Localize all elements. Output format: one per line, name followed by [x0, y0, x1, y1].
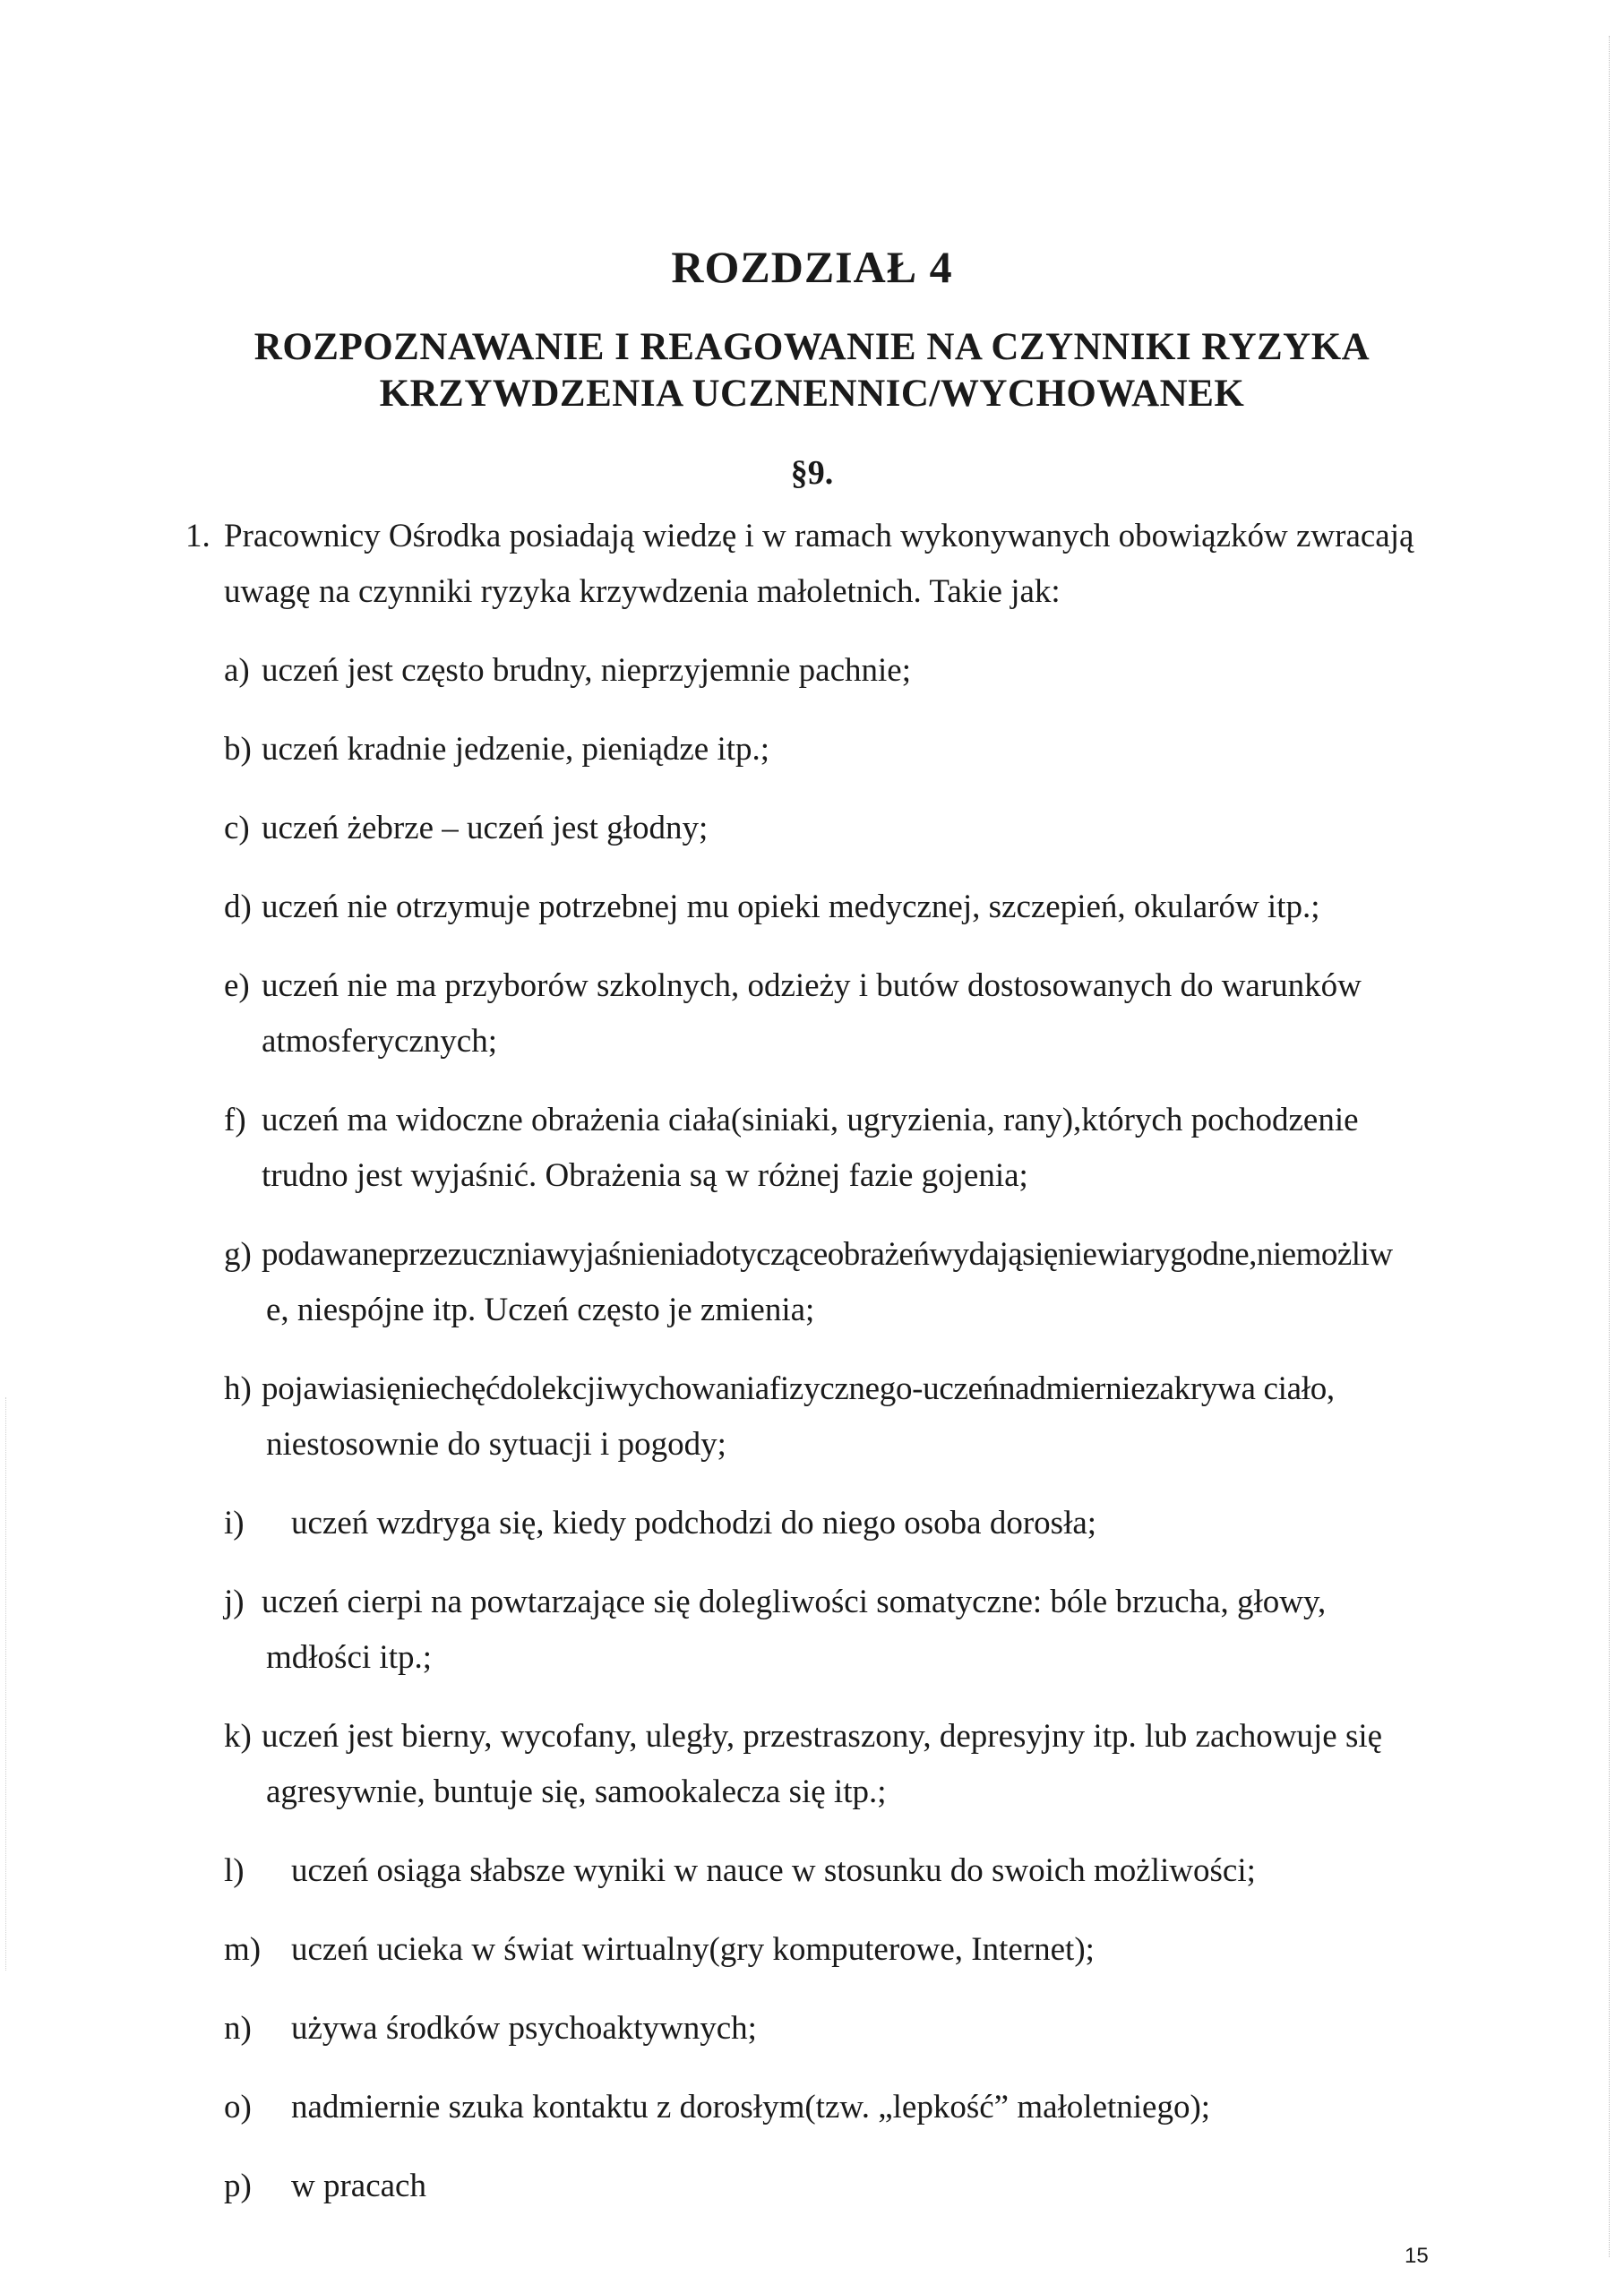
- list-item-text: uczeń osiąga słabsze wyniki w nauce w stosunku do swoich możliwości;: [291, 1852, 1256, 1889]
- intro-line-1: Pracownicy Ośrodka posiadają wiedzę i w ramach wykonywanych obowiązków zwracają: [224, 518, 1414, 554]
- list-item-marker: j): [224, 1584, 245, 1620]
- page-number: 15: [1405, 2244, 1429, 2268]
- list-item-text: uczeń kradnie jedzenie, pieniądze itp.;: [262, 731, 770, 768]
- scan-edge-left: [5, 1397, 7, 1971]
- list-item-marker: p): [224, 2168, 252, 2204]
- list-item-text: nadmiernie szuka kontaktu z dorosłym(tzw. „lepkość” małoletniego);: [291, 2089, 1211, 2126]
- list-item-text: uczeń cierpi na powtarzające się dolegliwości somatyczne: bóle brzucha, głowy,: [262, 1584, 1327, 1620]
- list-item-marker: h): [224, 1370, 252, 1407]
- list-item-text: uczeń jest często brudny, nieprzyjemnie pachnie;: [262, 652, 911, 689]
- intro-line-2: uwagę na czynniki ryzyka krzywdzenia małoletnich. Takie jak:: [224, 573, 1061, 610]
- list-item-marker: b): [224, 731, 252, 768]
- list-item-text: uczeń żebrze – uczeń jest głodny;: [262, 810, 709, 846]
- list-item-text: atmosferycznych;: [262, 1023, 497, 1060]
- list-item-marker: k): [224, 1718, 252, 1755]
- list-item-text: mdłości itp.;: [266, 1639, 432, 1676]
- list-item-text: trudno jest wyjaśnić. Obrażenia są w różnej fazie gojenia;: [262, 1157, 1028, 1194]
- list-item-text: używa środków psychoaktywnych;: [291, 2010, 757, 2047]
- list-item-marker: e): [224, 967, 250, 1004]
- chapter-title-line-1: ROZPOZNAWANIE I REAGOWANIE NA CZYNNIKI RYZYKA: [253, 326, 1371, 368]
- list-item-marker: l): [224, 1852, 245, 1889]
- list-item-marker: a): [224, 652, 250, 689]
- list-item-text: uczeń nie ma przyborów szkolnych, odzieży i butów dostosowanych do warunków: [262, 967, 1362, 1004]
- list-item-marker: d): [224, 889, 252, 925]
- list-item-marker: m): [224, 1931, 262, 1968]
- list-item-text: w pracach: [291, 2168, 426, 2204]
- list-item-text: e, niespójne itp. Uczeń często je zmienia;: [266, 1292, 815, 1328]
- list-item-text: podawaneprzezuczniawyjaśnieniadotycząceobrażeńwydająsięniewiarygodne,niemożliw: [262, 1236, 1393, 1273]
- list-item-text: uczeń nie otrzymuje potrzebnej mu opieki medycznej, szczepień, okularów itp.;: [262, 889, 1320, 925]
- list-item-marker: f): [224, 1102, 246, 1138]
- list-item-text: uczeń jest bierny, wycofany, uległy, przestraszony, depresyjny itp. lub zachowuje się: [262, 1718, 1383, 1755]
- list-item-marker: o): [224, 2089, 252, 2126]
- list-item-text: uczeń wzdryga się, kiedy podchodzi do niego osoba dorosła;: [291, 1505, 1097, 1542]
- chapter-title-line-2: KRZYWDZENIA UCZNENNIC/WYCHOWANEK: [379, 373, 1245, 415]
- intro-number: 1.: [185, 518, 211, 554]
- list-item-marker: n): [224, 2010, 252, 2047]
- list-item-text: agresywnie, buntuje się, samookalecza się itp.;: [266, 1773, 887, 1810]
- section-number: §9.: [790, 454, 834, 492]
- list-item-text: niestosownie do sytuacji i pogody;: [266, 1426, 726, 1463]
- list-item-marker: c): [224, 810, 250, 846]
- list-item-text: uczeń ucieka w świat wirtualny(gry komputerowe, Internet);: [291, 1931, 1095, 1968]
- list-item-marker: i): [224, 1505, 245, 1542]
- list-item-text: pojawiasięniechęćdolekcjiwychowaniafizycznego-uczeńnadmierniezakrywa ciało,: [262, 1370, 1335, 1407]
- list-item-marker: g): [224, 1236, 252, 1273]
- chapter-heading: ROZDZIAŁ 4: [671, 242, 953, 292]
- list-item-text: uczeń ma widoczne obrażenia ciała(siniaki, ugryzienia, rany),których pochodzenie: [262, 1102, 1359, 1138]
